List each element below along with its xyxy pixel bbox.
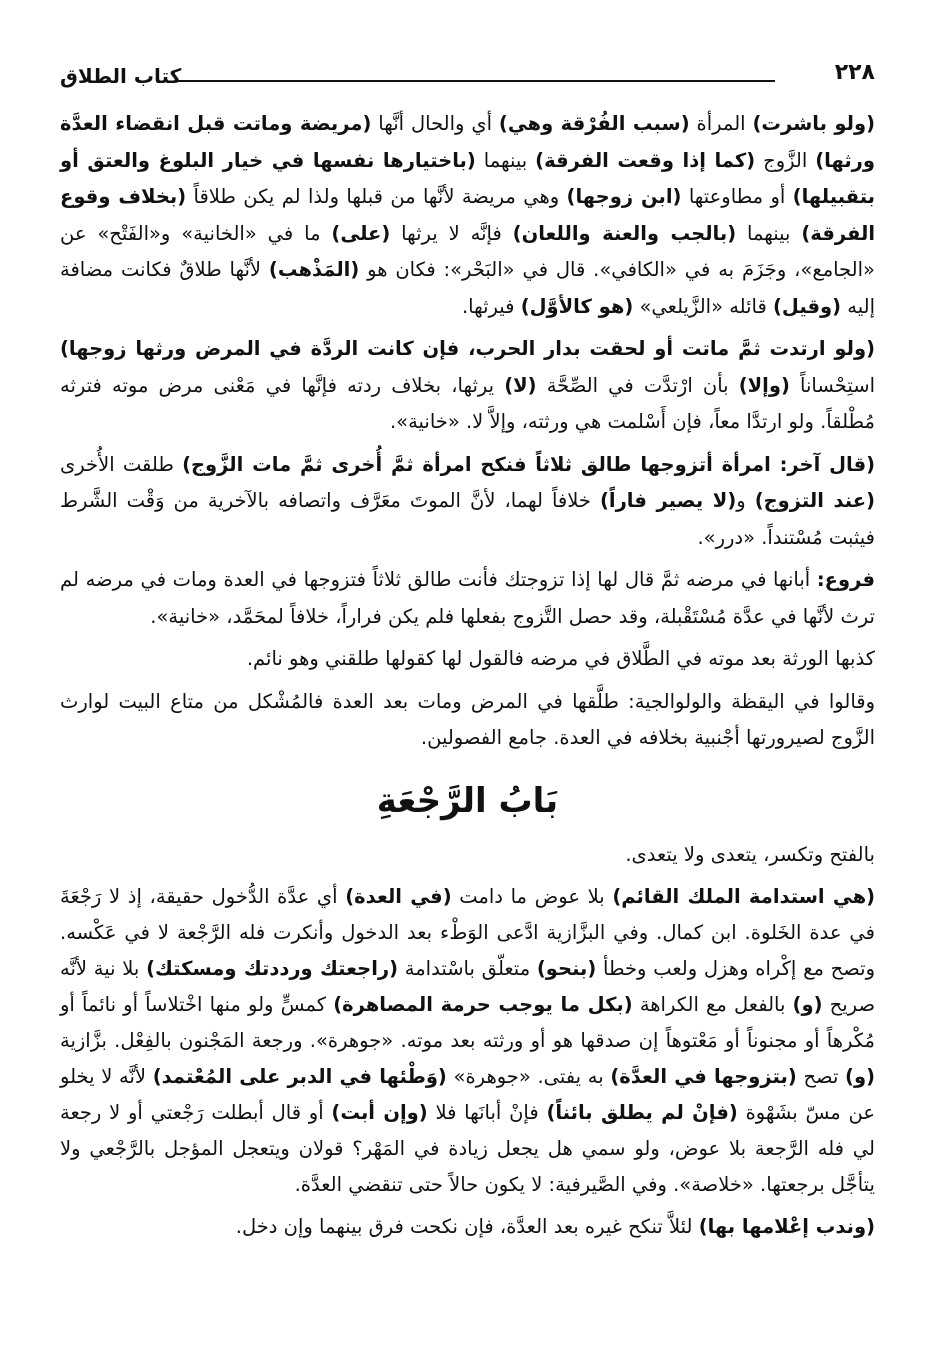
commentary-text: فإنْ أبانَها فلا bbox=[427, 1100, 547, 1124]
commentary-text: بالفعل مع الكراهة bbox=[632, 992, 793, 1016]
matn-text: (وندب إعْلامها بها) bbox=[698, 1214, 875, 1238]
matn-text: (بالجب والعنة واللعان) bbox=[512, 221, 737, 245]
commentary-text: متعلّق باسْتدامة bbox=[398, 956, 537, 980]
commentary-text: به يفتى. «جوهرة» bbox=[446, 1064, 611, 1088]
matn-text: (هو كالأوَّل) bbox=[520, 294, 634, 318]
matn-text: (بتزوجها في العدَّة) bbox=[610, 1064, 797, 1088]
commentary-text: بلا نية لأنَّه صريح bbox=[60, 956, 875, 1016]
chapter-title: بَابُ الرَّجْعَةِ bbox=[376, 780, 559, 821]
matn-text: (في العدة) bbox=[345, 884, 452, 908]
section-body bbox=[60, 106, 875, 757]
commentary-text: بأن ارْتدَّت في الصِّحَّة bbox=[536, 373, 739, 397]
commentary-text: كذبها الورثة بعد موته في الطَّلاق في مرضه فالقول لها كقولها طلقني وهو نائم. bbox=[246, 647, 875, 670]
matn-text: فروع: bbox=[816, 568, 875, 591]
commentary-text: وقالوا في اليقظة والولوالجية: طلَّقها في المرض ومات بعد العدة فالمُشْكل من متاع البيت لوارث الزَّوج لصيرورتها أجْنبية بخلافه في العدة. جامع الفصولين. bbox=[60, 689, 875, 749]
matn-text: (ولو ارتدت ثمَّ ماتت أو لحقت بدار الحرب، فإن كانت الردَّة في المرض ورثها زوجها) bbox=[60, 337, 875, 360]
running-title: كتاب الطلاق bbox=[60, 64, 182, 88]
matn-text: (هي استدامة الملك القائم) bbox=[612, 884, 876, 908]
book-page bbox=[60, 60, 875, 1320]
matn-text: (بكل ما يوجب حرمة المصاهرة) bbox=[333, 992, 633, 1016]
commentary-text: بلا عوض ما دامت bbox=[451, 884, 613, 908]
commentary-text: بالفتح وتكسر، يتعدى ولا يتعدى. bbox=[625, 842, 875, 866]
commentary-text: لأنَّها طلاقٌ فكانت مضافة إليه bbox=[60, 258, 875, 318]
matn-text: (سبب الفُرْقة وهي) bbox=[498, 112, 690, 135]
commentary-text: أو مطاوعتها bbox=[681, 185, 793, 208]
commentary-text: أي والحال أنَّها bbox=[371, 112, 499, 135]
commentary-text: لأنَّه لا يخلو عن مسّ بشَهْوة bbox=[60, 1064, 876, 1124]
commentary-text: يرثها، بخلاف ردته فإنَّها في مَعْنى مرض موته فترثه مُطْلقاً. ولو ارتدَّا معاً، فإن أَسْلمت هي ورثته، وإلاَّ لا. «خانية». bbox=[60, 373, 875, 433]
matn-text: (عند التزوج) bbox=[754, 489, 875, 512]
matn-text: (بخلاف وقوع الفرقة) bbox=[60, 185, 876, 245]
commentary-text: تصح bbox=[796, 1064, 846, 1088]
commentary-text: فإنَّه لا يرثها bbox=[390, 221, 513, 245]
matn-text: (وَطْئها في الدبر على المُعْتمد) bbox=[152, 1064, 447, 1088]
commentary-text: طلقت الأُخرى bbox=[60, 452, 183, 476]
paragraph-another-said bbox=[60, 447, 875, 557]
matn-text: (و) bbox=[845, 1064, 875, 1088]
matn-text: (وإن أبت) bbox=[331, 1100, 428, 1124]
commentary-text: قائله «الزَّيلعي» bbox=[633, 294, 773, 318]
paragraph-branches bbox=[60, 562, 875, 635]
matn-text: (مريضة وماتت قبل انقضاء العدَّة ورثها) bbox=[60, 112, 875, 172]
matn-text: (باختيارها نفسها في خيار البلوغ والعتق أو بتقبيلها) bbox=[60, 148, 875, 208]
commentary-text: لئلاَّ تنكح غيره بعد العدَّة، فإن نكحت فرق بينهما وإن دخل. bbox=[235, 1214, 699, 1238]
matn-text: (على) bbox=[331, 221, 391, 245]
chapter-body bbox=[60, 837, 875, 1245]
matn-text: (وإلا) bbox=[738, 373, 790, 397]
matn-text: (فإنْ لم يطلق بائناً) bbox=[546, 1100, 738, 1124]
matn-text: (ابن زوجها) bbox=[566, 185, 682, 208]
commentary-text: استِحْساناً bbox=[789, 373, 875, 397]
matn-text: (و) bbox=[792, 992, 823, 1016]
paragraph-apostasy bbox=[60, 331, 875, 441]
commentary-text: أي عدَّة الدُّخول حقيقة، إذ لا رَجْعَةَ في عدة الخَلوة. ابن كمال. وفي البزَّازية ادَّعى الوَطْء بعد الدخول وأنكرت فله الرَّجْعة لا في عَكْسه. وتصح مع إكْراه وهزل ولعب وخطأ bbox=[60, 884, 875, 980]
matn-text: (وقيل) bbox=[773, 294, 842, 318]
commentary-text: الزَّوج bbox=[755, 148, 816, 172]
matn-text: (راجعتك ورددتك ومسكتك) bbox=[146, 956, 399, 980]
commentary-text: كمسٍّ ولو منها اخْتلاساً أو نائماً أو مُكْرهاً أو مجنوناً أو مَعْتوهاً إن صدقها هو أو ورثته بعد موته. «جوهرة». ورجعة المَجْنون بالفِعْل. بزَّازية bbox=[60, 992, 875, 1052]
matn-text: (المَذْهب) bbox=[268, 258, 360, 281]
commentary-text: المرأة bbox=[689, 112, 753, 135]
commentary-text: ما في «الخانية» و«الفَتْح» عن «الجامع»، وجَزَمَ به في «الكافي». قال في «البَحْر»: فكان هو bbox=[60, 221, 875, 281]
matn-text: (لا) bbox=[504, 373, 537, 397]
header-rule bbox=[178, 80, 775, 82]
commentary-text: بينهما bbox=[736, 221, 802, 245]
commentary-text: فيرثها. bbox=[461, 294, 521, 318]
paragraph-definition bbox=[60, 837, 875, 873]
matn-text: (قال آخر: امرأة أتزوجها طالق ثلاثاً فنكح امرأة ثمَّ أُخرى ثمَّ مات الزَّوج) bbox=[182, 452, 876, 476]
paragraph-notification bbox=[60, 1209, 875, 1245]
page-header bbox=[60, 60, 875, 100]
matn-text: (بنحو) bbox=[536, 956, 597, 980]
matn-text: (كما إذا وقعت الفرقة) bbox=[535, 148, 756, 172]
paragraph-rajaa-main bbox=[60, 879, 875, 1203]
matn-text: (لا يصير فاراً) bbox=[599, 489, 737, 512]
commentary-text: بينهما bbox=[475, 148, 536, 172]
commentary-text: وهي مريضة لأنَّها من قبلها ولذا لم يكن طلاقاً bbox=[186, 185, 567, 208]
page-number: ٢٢٨ bbox=[834, 60, 875, 85]
matn-text: (ولو باشرت) bbox=[752, 112, 875, 135]
paragraph-heirs-denial bbox=[60, 641, 875, 678]
paragraph-yaqaza bbox=[60, 684, 875, 757]
commentary-text: و bbox=[736, 489, 755, 512]
paragraph-inheritance-separation bbox=[60, 106, 875, 325]
commentary-text: أبانها في مرضه ثمَّ قال لها إذا تزوجتك فأنت طالق ثلاثاً فتزوجها في العدة ومات في مرضه لم ترث لأنَّها في عدَّة مُسْتَقْبلة، وقد حصل التَّزوج بفعلها فلم يكن فراراً، خلافاً لمحَمَّد، «خانية». bbox=[60, 568, 875, 628]
commentary-text: خلافاً لهما، لأنَّ الموتَ معَرَّف واتصافه بالآخرية من وَقْت الشَّرط فيثبت مُسْتنداً. «درر». bbox=[60, 489, 875, 549]
commentary-text: أو قال أبطلت رَجْعتي أو لا رجعة لي فله الرَّجعة بلا عوض، ولو سمي هل يجعل زيادة في المَهْر؟ قولان ويتعجل المؤجل بالرَّجْعي ولا يتأجَّل برجعتها. «خلاصة». وفي الصَّيرفية: لا يكون حالاً حتى تنقضي العدَّة. bbox=[60, 1100, 875, 1196]
